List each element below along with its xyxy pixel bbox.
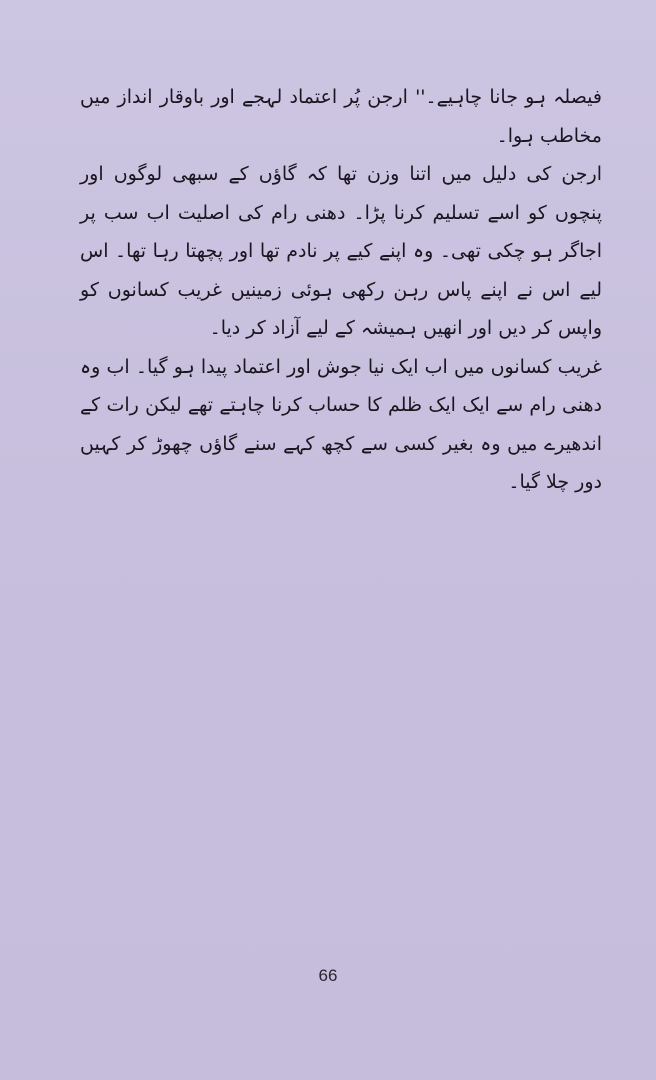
paragraph-1: فیصلہ ہو جانا چاہیے۔'' ارجن پُر اعتماد لہجے اور باوقار انداز میں مخاطب ہوا۔ (80, 86, 602, 147)
show-through-text (70, 375, 610, 915)
paragraph-3: غریب کسانوں میں اب ایک نیا جوش اور اعتماد پیدا ہو گیا۔ اب وہ دھنی رام سے ایک ایک ظلم کا حساب کرنا چاہتے تھے لیکن رات کے اندھیرے میں وہ بغیر کسی سے کچھ کہے سنے گاؤں چھوڑ کر کہیں دور چلا گیا۔ (80, 355, 602, 493)
paragraph-2: ارجن کی دلیل میں اتنا وزن تھا کہ گاؤں کے سبھی لوگوں اور پنچوں کو اسے تسلیم کرنا پڑا۔ دھنی رام کی اصلیت اب سب پر اجاگر ہو چکی تھی۔ وہ اپنے کیے پر نادم تھا اور پچھتا رہا تھا۔ اس لیے اس نے اپنے پاس رہن رکھی ہوئی زمینیں غریب کسانوں کو واپس کر دیں اور انھیں ہمیشہ کے لیے آزاد کر دیا۔ (80, 163, 602, 339)
page-number: 66 (318, 966, 338, 985)
